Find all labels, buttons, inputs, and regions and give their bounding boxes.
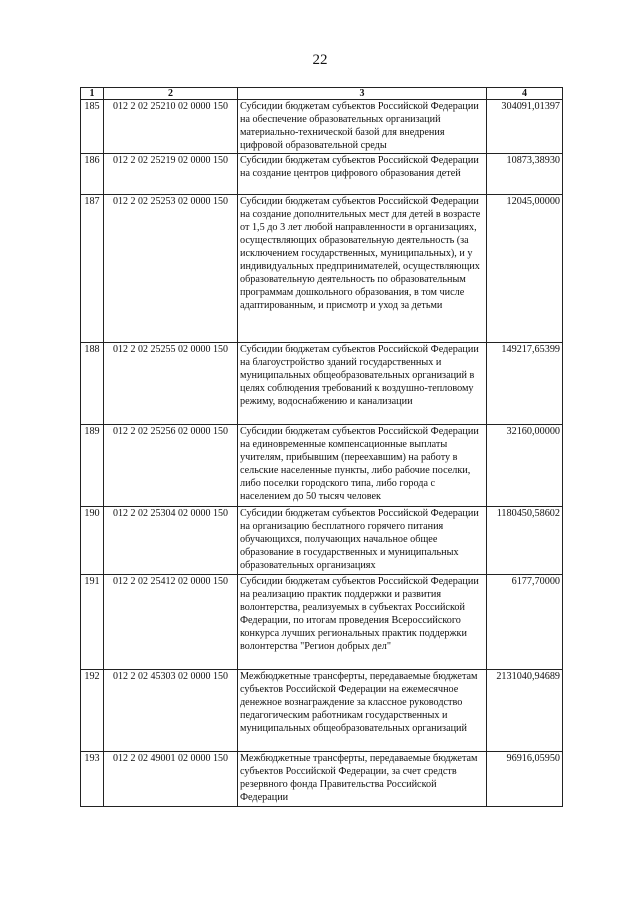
budget-code: 012 2 02 49001 02 0000 150 bbox=[104, 752, 238, 807]
column-header-4: 4 bbox=[487, 88, 563, 100]
description: Межбюджетные трансферты, передаваемые бюджетам субъектов Российской Федерации на ежемесячное денежное вознаграждение за классное руководство педагогическим работникам государственных и муниципальных общеобразовательных организаций bbox=[238, 670, 487, 752]
table-row bbox=[81, 154, 563, 195]
amount: 2131040,94689 bbox=[487, 670, 563, 752]
table-row bbox=[81, 670, 563, 752]
amount: 304091,01397 bbox=[487, 100, 563, 154]
table-row bbox=[81, 752, 563, 807]
budget-code: 012 2 02 25219 02 0000 150 bbox=[104, 154, 238, 195]
row-number: 188 bbox=[81, 343, 104, 425]
budget-code: 012 2 02 25210 02 0000 150 bbox=[104, 100, 238, 154]
row-number: 189 bbox=[81, 425, 104, 507]
budget-code: 012 2 02 25304 02 0000 150 bbox=[104, 507, 238, 575]
row-number: 185 bbox=[81, 100, 104, 154]
budget-code: 012 2 02 25255 02 0000 150 bbox=[104, 343, 238, 425]
table-header-row bbox=[81, 88, 563, 100]
amount: 1180450,58602 bbox=[487, 507, 563, 575]
amount: 10873,38930 bbox=[487, 154, 563, 195]
description: Субсидии бюджетам субъектов Российской Федерации на обеспечение образовательных организаций материально-технической базой для внедрения цифровой образовательной среды bbox=[238, 100, 487, 154]
page-number: 22 bbox=[312, 52, 328, 68]
description: Субсидии бюджетам субъектов Российской Федерации на единовременные компенсационные выплаты учителям, прибывшим (переехавшим) на работу в сельские населенные пункты, либо рабочие поселки, либо поселки городского типа, либо города с населением до 50 тысяч человек bbox=[238, 425, 487, 507]
budget-code: 012 2 02 45303 02 0000 150 bbox=[104, 670, 238, 752]
table-row bbox=[81, 100, 563, 154]
column-header-3: 3 bbox=[238, 88, 487, 100]
description: Межбюджетные трансферты, передаваемые бюджетам субъектов Российской Федерации, за счет средств резервного фонда Правительства Российской Федерации bbox=[238, 752, 487, 807]
budget-code: 012 2 02 25253 02 0000 150 bbox=[104, 195, 238, 343]
table-row bbox=[81, 343, 563, 425]
budget-code: 012 2 02 25256 02 0000 150 bbox=[104, 425, 238, 507]
column-header-2: 2 bbox=[104, 88, 238, 100]
row-number: 191 bbox=[81, 575, 104, 670]
description: Субсидии бюджетам субъектов Российской Федерации на благоустройство зданий государственных и муниципальных общеобразовательных организаций в целях соблюдения требований к воздушно-тепловому режиму, водоснабжению и канализации bbox=[238, 343, 487, 425]
table-row bbox=[81, 507, 563, 575]
amount: 6177,70000 bbox=[487, 575, 563, 670]
row-number: 186 bbox=[81, 154, 104, 195]
amount: 12045,00000 bbox=[487, 195, 563, 343]
row-number: 192 bbox=[81, 670, 104, 752]
table-row bbox=[81, 575, 563, 670]
amount: 32160,00000 bbox=[487, 425, 563, 507]
table-row bbox=[81, 195, 563, 343]
row-number: 187 bbox=[81, 195, 104, 343]
budget-code: 012 2 02 25412 02 0000 150 bbox=[104, 575, 238, 670]
budget-table bbox=[80, 87, 563, 807]
description: Субсидии бюджетам субъектов Российской Федерации на реализацию практик поддержки и развития волонтерства, реализуемых в субъектах Российской Федерации, по итогам проведения Всероссийского конкурса лучших региональных практик поддержки волонтерства "Регион добрых дел" bbox=[238, 575, 487, 670]
table-row bbox=[81, 425, 563, 507]
amount: 96916,05950 bbox=[487, 752, 563, 807]
description: Субсидии бюджетам субъектов Российской Федерации на создание дополнительных мест для детей в возрасте от 1,5 до 3 лет любой направленности в организациях, осуществляющих образовательную деятельность (за исключением государственных, муниципальных), и у индивидуальных предпринимателей, осуществляющих образовательную деятельность по образовательным программам дошкольного образования, в том числе адаптированным, и присмотр и уход за детьми bbox=[238, 195, 487, 343]
row-number: 193 bbox=[81, 752, 104, 807]
description: Субсидии бюджетам субъектов Российской Федерации на создание центров цифрового образования детей bbox=[238, 154, 487, 195]
amount: 149217,65399 bbox=[487, 343, 563, 425]
column-header-1: 1 bbox=[81, 88, 104, 100]
row-number: 190 bbox=[81, 507, 104, 575]
description: Субсидии бюджетам субъектов Российской Федерации на организацию бесплатного горячего питания обучающихся, получающих начальное общее образование в государственных и муниципальных образовательных организациях bbox=[238, 507, 487, 575]
